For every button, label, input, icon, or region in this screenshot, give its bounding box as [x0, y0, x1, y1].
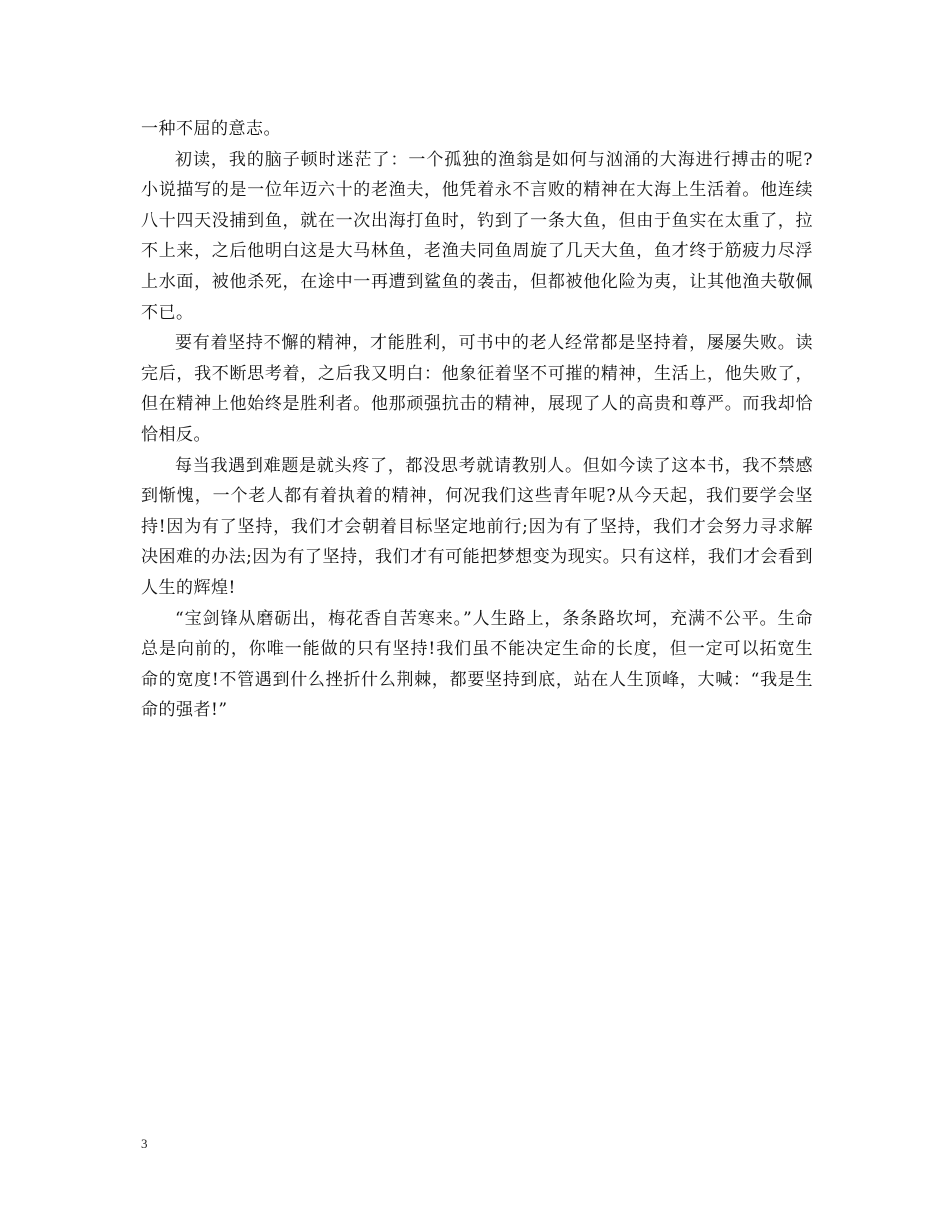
paragraph-first-reading: 初读，我的脑子顿时迷茫了：一个孤独的渔翁是如何与汹涌的大海进行搏击的呢?小说描写的是一位年迈六十的老渔夫，他凭着永不言败的精神在大海上生活着。他连续八十四天没捕到鱼，就在一次出海打鱼时，钓到了一条大鱼，但由于鱼实在太重了，拉不上来，之后他明白这是大马林鱼，老渔夫同鱼周旋了几天大鱼，鱼才终于筋疲力尽浮上水面，被他杀死，在途中一再遭到鲨鱼的袭击，但都被他化险为夷，让其他渔夫敬佩不已。	[141, 149, 813, 323]
paragraph-conclusion: “宝剑锋从磨砺出，梅花香自苦寒来。”人生路上，条条路坎坷，充满不公平。生命总是向前的，你唯一能做的只有坚持!我们虽不能决定生命的长度，但一定可以拓宽生命的宽度!不管遇到什么挫折什么荆棘，都要坚持到底，站在人生顶峰，大喊：“我是生命的强者!”	[141, 608, 813, 721]
paragraph-continuation: 一种不屈的意志。	[141, 119, 281, 139]
document-body	[141, 114, 813, 726]
paragraph-persistence: 要有着坚持不懈的精神，才能胜利，可书中的老人经常都是坚持着，屡屡失败。读完后，我不断思考着，之后我又明白：他象征着坚不可摧的精神，生活上，他失败了，但在精神上他始终是胜利者。他那顽强抗击的精神，展现了人的高贵和尊严。而我却恰恰相反。	[141, 333, 813, 445]
paragraph-reflection: 每当我遇到难题是就头疼了，都没思考就请教别人。但如今读了这本书，我不禁感到惭愧，一个老人都有着执着的精神，何况我们这些青年呢?从今天起，我们要学会坚持!因为有了坚持，我们才会朝着目标坚定地前行;因为有了坚持，我们才会努力寻求解决困难的办法;因为有了坚持，我们才有可能把梦想变为现实。只有这样，我们才会看到人生的辉煌!	[141, 455, 813, 598]
page-number: 3	[141, 1136, 148, 1151]
